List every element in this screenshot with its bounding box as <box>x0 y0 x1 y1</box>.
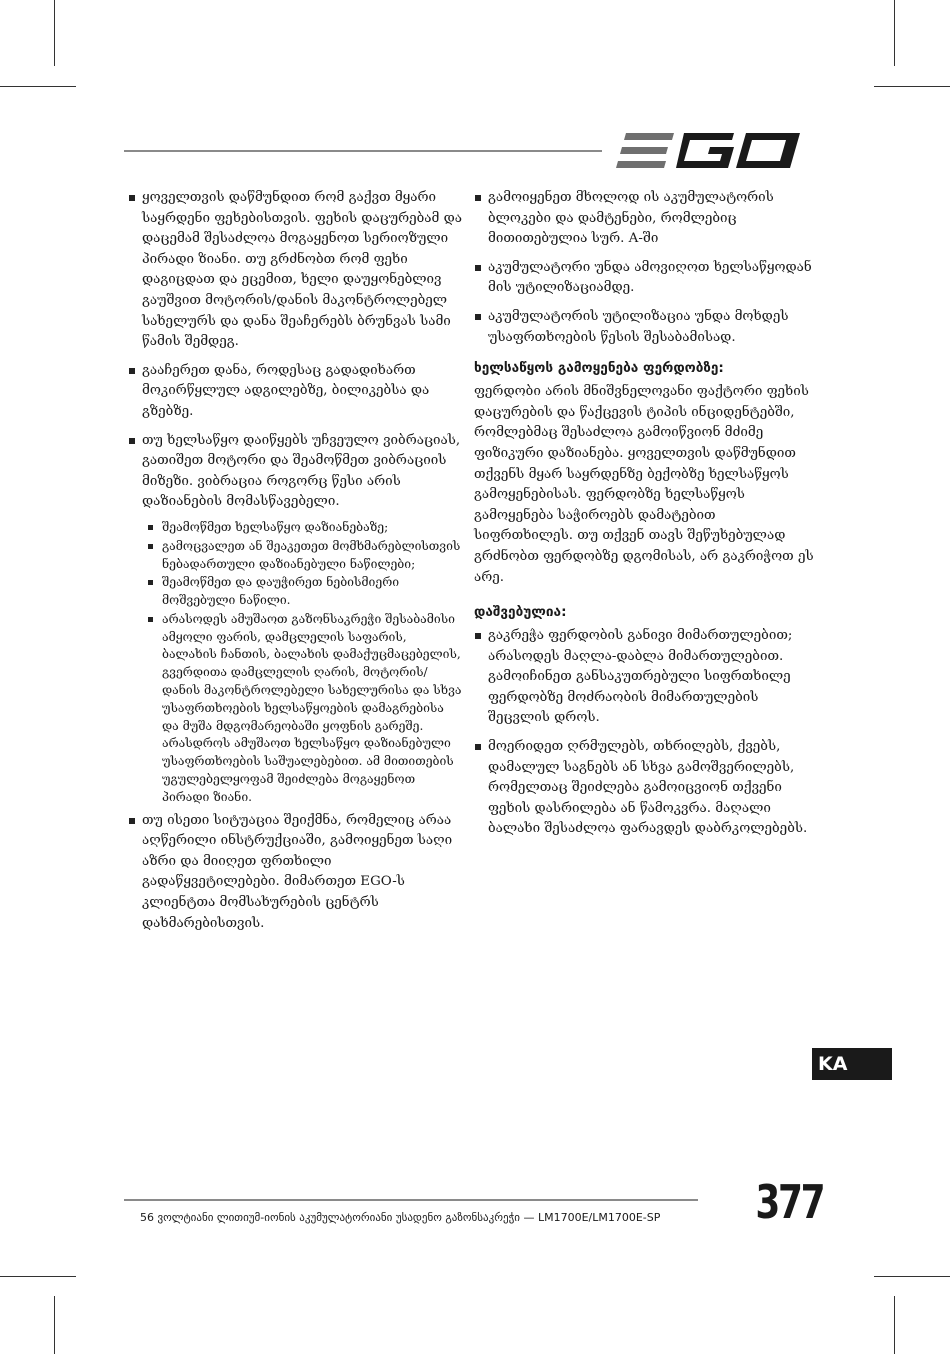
crop-mark <box>894 1296 895 1354</box>
battery-list <box>474 188 814 348</box>
sub-list-item: შეამოწმეთ ხელსაწყო დაზიანებაზე; <box>128 519 464 537</box>
list-item: აკუმულატორის უტილიზაცია უნდა მოხდეს უსაფრთხოების წესის შესაბამისად. <box>474 307 814 348</box>
list-item: გამოიყენეთ მხოლოდ ის აკუმულატორის ბლოკები და დამტენები, რომლებიც მითითებულია სურ. A-ში <box>474 188 814 250</box>
list-item: გაკრეჭა ფერდობის განივი მიმართულებით; არასოდეს მაღლა-დაბლა მიმართულებით. გამოიჩინეთ განსაკუთრებული სიფრთხილე ფერდობზე მოძრაობის მიმართულების შეცვლის დროს. <box>474 626 814 729</box>
ego-logo <box>616 130 800 172</box>
crop-mark <box>0 86 76 87</box>
section-heading: დაშვებულია: <box>474 604 567 621</box>
right-column <box>474 188 814 848</box>
list-item: თუ ისეთი სიტუაცია შეიქმნა, რომელიც არაა აღწერილი ინსტრუქციაში, გამოიყენეთ საღი აზრი და მიიღეთ ფრთხილი გადაწყვეტილებები. მიმართეთ EGO-ს კლიენტთა მომსახურების ცენტრს დახმარებისთვის. <box>128 811 464 935</box>
list-item: ყოველთვის დაწმუნდით რომ გაქვთ მყარი საყრდენი ფეხებისთვის. ფეხის დაცურებამ და დაცემამ შესაძლოა მოგაყენოთ სერიოზული პირადი ზიანი. თუ გრძნობთ რომ ფეხი დაგიცდათ და ეცემით, ხელი დაუყონებლივ გაუშვით მოტორის/დანის მაკონტროლებელ სახელურს და დანა შეაჩერებს ბრუნვას სამი წამის შემდეგ. <box>128 188 464 353</box>
list-item: მოერიდეთ ღრმულებს, თხრილებს, ქვებს, დამალულ საგნებს ან სხვა გამოშვერილებს, რომელთაც შეიძლება გამოიცვიონ თქვენი ფეხის დასრილება ან წამოკვრა. მაღალი ბალახი შესაძლოა ფარავდეს დაბრკოლებებს. <box>474 737 814 840</box>
section-paragraph: ფერდობი არის მნიშვნელოვანი ფაქტორი ფეხის დაცურების და წაქცევის ტიპის ინციდენტებში, რომლებმაც შესაძლოა გამოიწვიონ მძიმე ფიზიკური დაზიანება. ყოველთვის დაწმუნდით თქვენს მყარ საყრდენზე ბექობზე ხელსაწყოს გამოყენებისას. ფერდობზე ხელსაწყოს გამოყენება საჭიროებს დამატებით სიფრთხილეს. თუ თქვენ თავს შეწუხებულად გრძნობთ ფერდობზე დგომისას, არ გაკრიჭოთ ეს არე. <box>474 384 814 585</box>
list-item <box>128 431 464 807</box>
header-rule <box>124 150 602 152</box>
crop-mark <box>54 0 55 66</box>
list-item: აკუმულატორი უნდა ამოვიღოთ ხელსაწყოდან მის უტილიზაციამდე. <box>474 258 814 299</box>
crop-mark <box>894 0 895 66</box>
language-tab: KA <box>812 1048 892 1080</box>
section-heading: ხელსაწყოს გამოყენება ფერდობზე: <box>474 360 724 377</box>
sub-list-item: შეამოწმეთ და დაუჭირეთ ნებისმიერი მოშვებული ნაწილი. <box>128 574 464 610</box>
crop-mark <box>54 1296 55 1354</box>
safety-list <box>128 188 464 934</box>
footer-text: 56 ვოლტიანი ლითიუმ-იონის აკუმულატორიანი უსადენო გაზონსაკრეჭი — LM1700E/LM1700E-SP <box>140 1211 661 1224</box>
page-number: 377 <box>755 1175 824 1229</box>
sub-list-item: გამოცვალეთ ან შეაკეთეთ მომხმარებლისთვის ნებადართული დაზიანებული ნაწილები; <box>128 538 464 574</box>
list-item: გააჩერეთ დანა, როდესაც გადადიხართ მოკირწყლულ ადგილებზე, ბილიკებსა და გზებზე. <box>128 361 464 423</box>
crop-mark <box>0 1276 76 1277</box>
slope-list <box>474 626 814 840</box>
footer-rule <box>124 1199 698 1201</box>
sub-list-item: არასოდეს ამუშაოთ გაზონსაკრეჭი შესაბამისი ამყოლი ფარის, დამცლელის საფარის, ბალახის ჩანთის, ბალახის დამაქუცმაცებელის, გვერდითა დამცლელის ღარის, მოტორის/დანის მაკონტროლებელი სახელურისა და სხვა უსაფრთხოების ხელსაწყოების დამაგრებისა და მუშა მდგომარეობაში ყოფნის გარეშე. არასდროს ამუშაოთ ხელსაწყო დაზიანებული უსაფრთხოების საშუალებებით. ამ მითითების უგულებელყოფამ შეიძლება მოგაყენოთ პირადი ზიანი. <box>128 611 464 807</box>
left-column <box>128 188 464 942</box>
crop-mark <box>874 1276 950 1277</box>
list-item-text: თუ ხელსაწყო დაიწყებს უჩვეულო ვიბრაციას, გათიშეთ მოტორი და შეამოწმეთ ვიბრაციის მიზეზი. ვიბრაცია როგორც წესი არის დაზიანების მომასწავებელი. <box>142 432 461 510</box>
sub-list <box>128 519 464 807</box>
crop-mark <box>874 86 950 87</box>
